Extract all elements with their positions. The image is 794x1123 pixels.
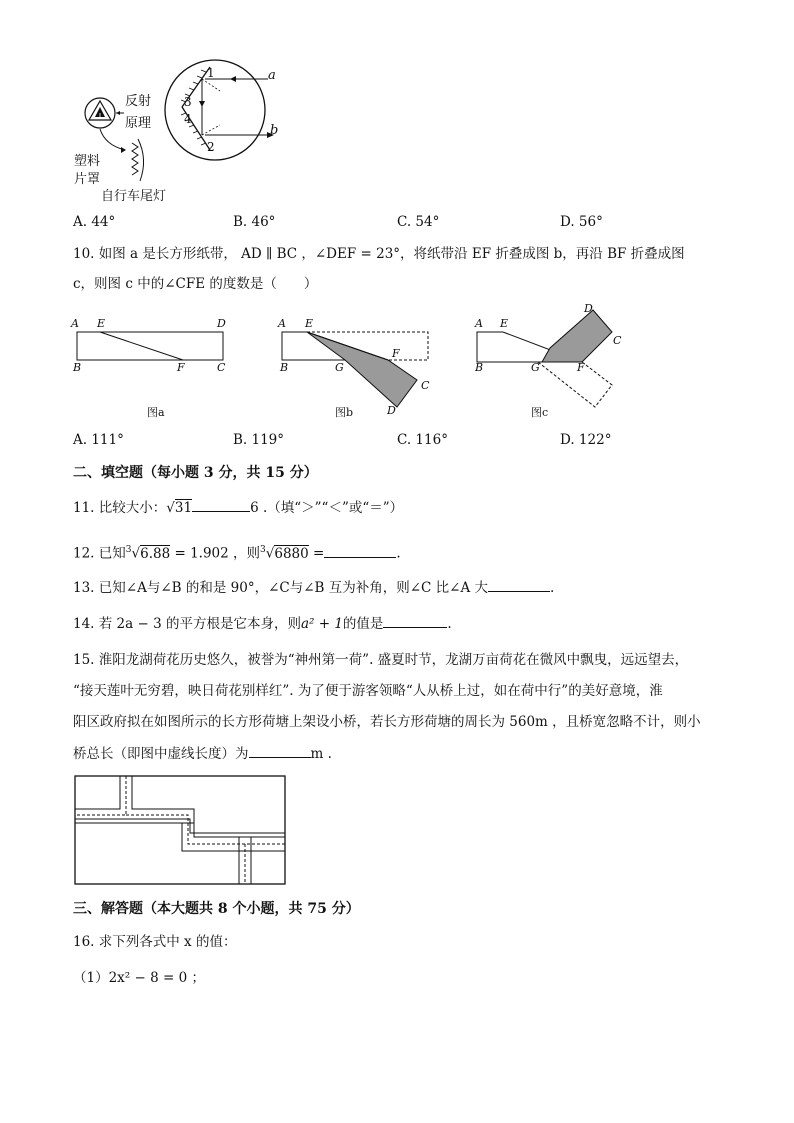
q13 <box>73 577 554 598</box>
q14-end: . <box>447 616 452 632</box>
q13-end: . <box>550 580 555 596</box>
q14-prefix: 14. 若 2a − 3 的平方根是它本身，则 <box>73 616 301 632</box>
radical-sign: √ <box>131 545 141 562</box>
q15-line4-suffix: m . <box>310 746 332 762</box>
fig-a-diagram <box>70 315 235 380</box>
q13-answer-blank[interactable] <box>488 577 550 592</box>
q9-option-b[interactable]: B. 46° <box>233 214 276 230</box>
q10-option-c[interactable]: C. 116° <box>397 432 448 448</box>
q14-answer-blank[interactable] <box>383 613 447 628</box>
fig-b-G: G <box>335 361 344 374</box>
q12-mid: = 1.902 ，则 <box>170 545 261 562</box>
q11-answer-blank[interactable] <box>192 497 250 512</box>
q11-radicand: 31 <box>174 500 193 516</box>
q10-line1: 10. 如图 a 是长方形纸带， AD ∥ BC ，∠DEF = 23°，将纸带沿 EF 折叠成图 b，再沿 BF 折叠成图 <box>73 246 685 262</box>
fig-a-E: E <box>97 317 106 330</box>
fig-a-caption: 图a <box>147 406 165 419</box>
ray-b-label: b <box>270 123 279 138</box>
fig-b-A: A <box>278 317 286 330</box>
q9-option-d[interactable]: D. 56° <box>560 214 603 230</box>
fig-c-A: A <box>475 317 483 330</box>
q15-line2: “接天莲叶无穷碧，映日荷花别样红”. 为了便于游客领略“人从桥上过，如在荷中行”的美好意境，淮 <box>73 683 663 699</box>
q10-line2: c，则图 c 中的∠CFE 的度数是（ ） <box>73 276 318 292</box>
fig-a-B: B <box>73 361 82 374</box>
reflect-label-2: 原理 <box>125 116 152 131</box>
fig-b-caption: 图b <box>335 406 354 419</box>
q11 <box>73 497 403 518</box>
q16-stem: 16. 求下列各式中 x 的值： <box>73 934 237 950</box>
q12-post: = <box>308 545 325 562</box>
q12-prefix: 12. 已知 <box>73 545 126 562</box>
q15-line4 <box>73 743 332 764</box>
q12-answer-blank[interactable] <box>324 543 396 558</box>
fig-c-D: D <box>584 302 593 315</box>
q12 <box>73 540 401 564</box>
section-3-heading: 三、解答题（本大题共 8 个小题，共 75 分） <box>73 901 360 917</box>
fig-b-F: F <box>392 347 400 360</box>
q12-index2: 3 <box>260 545 266 555</box>
q15-line3: 阳区政府拟在如图所示的长方形荷塘上架设小桥，若长方形荷塘的周长为 560m ，且桥宽忽略不计，则小 <box>73 714 701 730</box>
fig-c-G: G <box>531 361 540 374</box>
fig-a-D: D <box>217 317 226 330</box>
fig-a-F: F <box>177 361 185 374</box>
angle-2-label: 2 <box>207 140 215 154</box>
q13-text: 13. 已知∠A与∠B 的和是 90°，∠C与∠B 互为补角，则∠C 比∠A 大 <box>73 580 489 596</box>
figure-caption: 自行车尾灯 <box>101 189 167 204</box>
q9-option-a[interactable]: A. 44° <box>73 214 116 230</box>
q15-answer-blank[interactable] <box>249 743 311 758</box>
fig-c-F: F <box>577 361 585 374</box>
fig-a-A: A <box>71 317 79 330</box>
q10-option-d[interactable]: D. 122° <box>560 432 612 448</box>
q15-line1: 15. 淮阳龙湖荷花历史悠久，被誉为“神州第一荷”. 盛夏时节，龙湖万亩荷花在微风中飘曳，远远望去， <box>73 652 689 668</box>
q14-expr: a² + 1 <box>300 616 343 632</box>
q14-post: 的值是 <box>342 616 384 632</box>
q10-option-b[interactable]: B. 119° <box>233 432 285 448</box>
fig-c-diagram <box>470 300 635 415</box>
fig-c-C: C <box>613 334 622 347</box>
ray-a-label: a <box>268 68 276 83</box>
fig-b-D: D <box>387 404 396 417</box>
fig-a-C: C <box>217 361 226 374</box>
q11-prefix: 11. 比较大小： <box>73 500 167 516</box>
q12-radicand2: 6880 <box>274 545 309 562</box>
q16-part1: （1）2x² − 8 = 0 ； <box>73 970 205 986</box>
fig-b-diagram <box>275 315 440 415</box>
q14 <box>73 613 452 634</box>
q9-option-c[interactable]: C. 54° <box>397 214 440 230</box>
plastic-label-2: 片罩 <box>74 172 101 187</box>
q12-index1: 3 <box>125 545 132 555</box>
fig-b-C: C <box>421 379 430 392</box>
q15-line4-prefix: 桥总长（即图中虚线长度）为 <box>73 746 249 762</box>
radical-sign: √ <box>166 500 175 516</box>
fig-c-B: B <box>475 361 484 374</box>
angle-3-label: 3 <box>184 95 192 109</box>
q11-suffix: 6 .（填“＞”“＜”或“＝”） <box>250 500 404 516</box>
q12-end: . <box>396 545 401 562</box>
fig-b-E: E <box>305 317 314 330</box>
q12-radicand1: 6.88 <box>140 545 171 562</box>
radical-sign: √ <box>265 545 275 562</box>
angle-1-label: 1 <box>207 66 215 80</box>
plastic-label-1: 塑料 <box>74 154 101 169</box>
section-2-heading: 二、填空题（每小题 3 分，共 15 分） <box>73 465 318 481</box>
q10-option-a[interactable]: A. 111° <box>73 432 124 448</box>
fig-c-E: E <box>500 317 509 330</box>
angle-4-label: 4 <box>184 112 192 126</box>
pond-bridge-diagram <box>74 775 288 887</box>
reflect-label-1: 反射 <box>125 94 152 109</box>
fig-c-caption: 图c <box>531 406 549 419</box>
fig-b-B: B <box>280 361 289 374</box>
